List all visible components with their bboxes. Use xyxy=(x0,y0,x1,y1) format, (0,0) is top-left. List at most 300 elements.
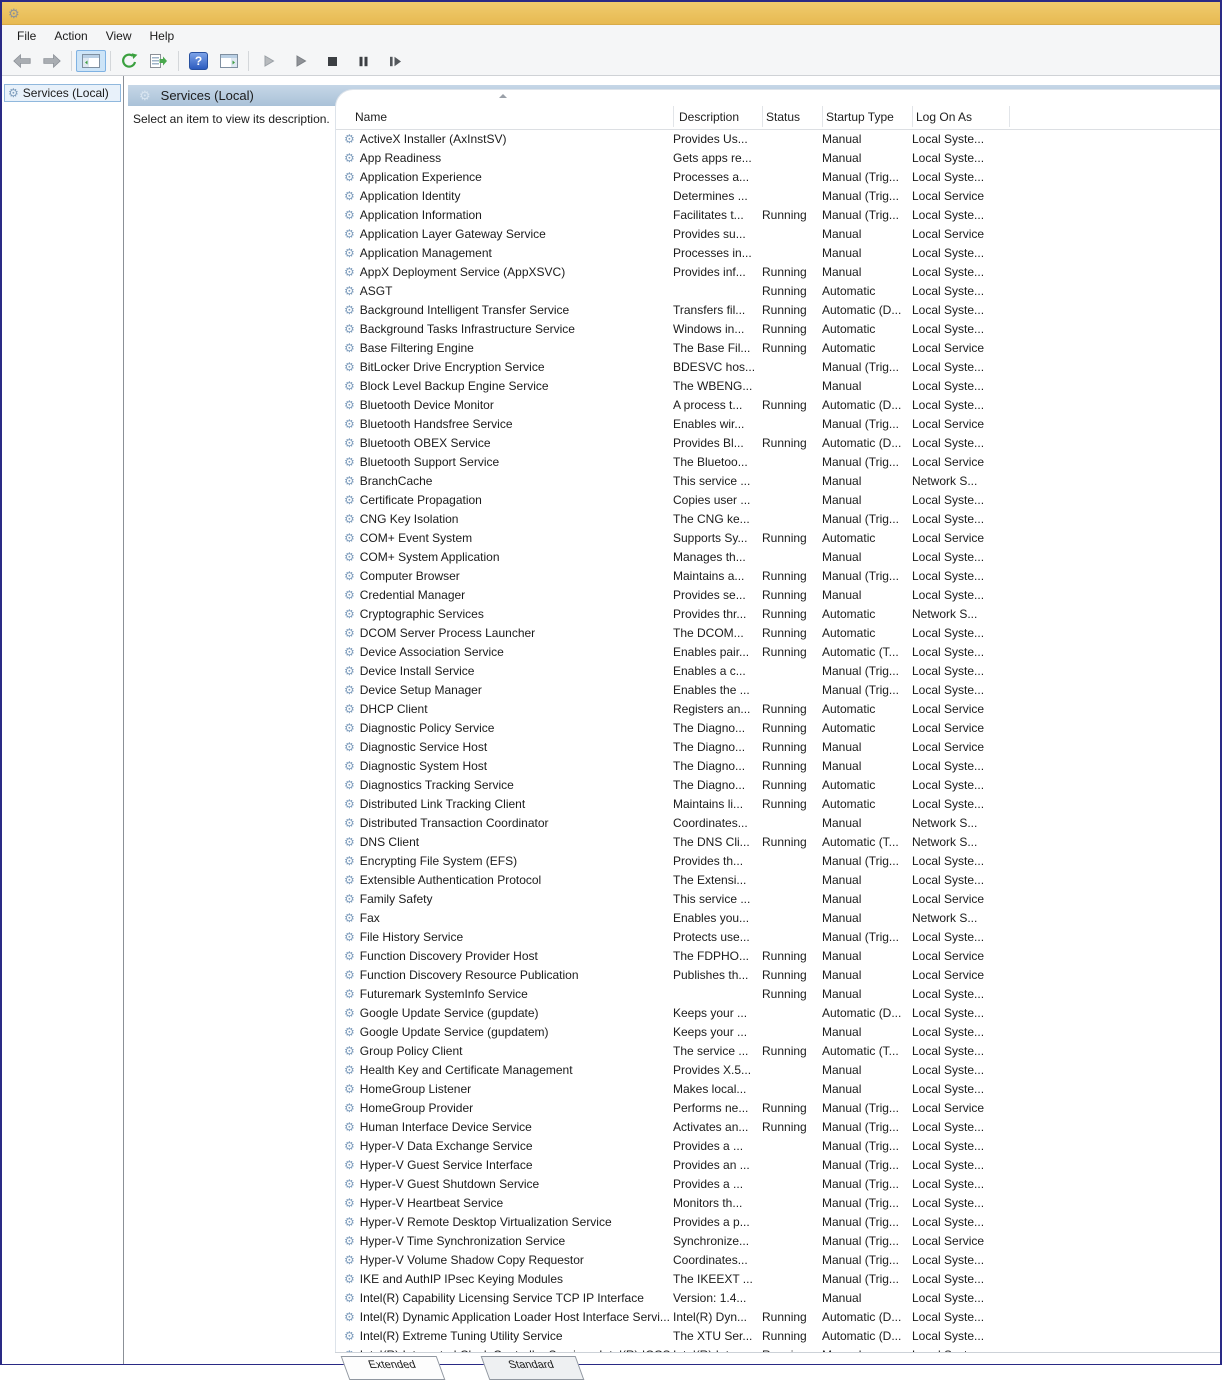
service-startup-type: Manual xyxy=(822,758,862,773)
service-description: The WBENG... xyxy=(673,378,753,393)
service-startup-type: Manual (Trig... xyxy=(822,511,899,526)
service-name: ActiveX Installer (AxInstSV) xyxy=(359,131,507,146)
service-gear-icon xyxy=(344,646,355,658)
service-description: Publishes th... xyxy=(673,967,749,982)
service-status: Running xyxy=(762,340,807,355)
sort-ascending-icon xyxy=(499,94,507,98)
service-gear-icon xyxy=(344,1330,355,1342)
table-row[interactable] xyxy=(336,547,1220,566)
list-column-headers xyxy=(336,90,1220,130)
service-name: Background Intelligent Transfer Service xyxy=(359,302,570,317)
service-startup-type: Manual xyxy=(822,948,862,963)
service-startup-type: Automatic (T... xyxy=(822,834,899,849)
service-startup-type: Automatic xyxy=(822,720,876,735)
service-logon-as: Local Syste... xyxy=(912,796,985,811)
service-status: Running xyxy=(762,606,807,621)
table-row[interactable] xyxy=(336,1307,1220,1326)
service-status: Running xyxy=(762,1043,807,1058)
service-logon-as: Local Syste... xyxy=(912,1328,985,1343)
service-gear-icon xyxy=(344,931,355,943)
service-description: Gets apps re... xyxy=(673,150,752,165)
service-logon-as: Local Service xyxy=(912,1233,985,1248)
table-row[interactable] xyxy=(336,300,1220,319)
table-row[interactable] xyxy=(336,1212,1220,1231)
table-row[interactable] xyxy=(336,889,1220,908)
menu-view[interactable]: View xyxy=(105,29,132,43)
table-row[interactable] xyxy=(336,262,1220,281)
service-logon-as: Local Syste... xyxy=(912,1024,985,1039)
column-header-status[interactable]: Status xyxy=(766,110,801,124)
service-startup-type: Automatic (D... xyxy=(822,1309,902,1324)
service-description: Transfers fil... xyxy=(673,302,746,317)
table-row[interactable] xyxy=(336,680,1220,699)
table-row[interactable] xyxy=(336,357,1220,376)
table-row[interactable] xyxy=(336,205,1220,224)
service-gear-icon xyxy=(344,456,355,468)
table-row[interactable] xyxy=(336,699,1220,718)
table-row[interactable] xyxy=(336,186,1220,205)
service-name: Function Discovery Resource Publication xyxy=(359,967,579,982)
service-name: Family Safety xyxy=(359,891,433,906)
service-description: Maintains li... xyxy=(673,796,744,811)
stop-service-button[interactable] xyxy=(317,52,348,71)
table-row[interactable] xyxy=(336,1041,1220,1060)
service-name: Application Information xyxy=(359,207,482,222)
table-row[interactable] xyxy=(336,946,1220,965)
service-startup-type: Automatic (D... xyxy=(822,435,902,450)
table-row[interactable] xyxy=(336,1003,1220,1022)
service-gear-icon xyxy=(344,190,355,202)
refresh-button[interactable] xyxy=(115,49,144,73)
service-name: Device Install Service xyxy=(359,663,475,678)
service-description: The DNS Cli... xyxy=(673,834,750,849)
service-logon-as: Local Service xyxy=(912,720,985,735)
service-startup-type: Automatic xyxy=(822,530,876,545)
service-name: Distributed Link Tracking Client xyxy=(359,796,526,811)
service-name: AppX Deployment Service (AppXSVC) xyxy=(359,264,566,279)
service-gear-icon xyxy=(344,1254,355,1266)
table-row[interactable] xyxy=(336,319,1220,338)
service-name: Application Layer Gateway Service xyxy=(359,226,546,241)
table-row[interactable] xyxy=(336,870,1220,889)
tab-standard[interactable]: Standard xyxy=(481,1356,584,1380)
service-startup-type: Manual (Trig... xyxy=(822,359,899,374)
service-description: Performs ne... xyxy=(673,1100,749,1115)
service-logon-as: Local Syste... xyxy=(912,1043,985,1058)
service-status: Running xyxy=(762,302,807,317)
column-divider[interactable] xyxy=(822,106,823,127)
service-logon-as: Local Syste... xyxy=(912,872,985,887)
table-row[interactable] xyxy=(336,832,1220,851)
service-status: Running xyxy=(762,1328,807,1343)
service-description: Provides su... xyxy=(673,226,746,241)
service-startup-type: Manual xyxy=(822,587,862,602)
service-logon-as: Local Service xyxy=(912,739,985,754)
table-row[interactable] xyxy=(336,281,1220,300)
service-startup-type: Automatic xyxy=(822,340,876,355)
table-row[interactable] xyxy=(336,794,1220,813)
service-status: Running xyxy=(762,796,807,811)
service-name: Application Experience xyxy=(359,169,482,184)
service-name: Human Interface Device Service xyxy=(359,1119,532,1134)
service-name: HomeGroup Provider xyxy=(359,1100,474,1115)
table-row[interactable] xyxy=(336,1250,1220,1269)
service-gear-icon xyxy=(344,760,355,772)
service-startup-type: Manual xyxy=(822,150,862,165)
service-description: Keeps your ... xyxy=(673,1005,748,1020)
service-gear-icon xyxy=(344,551,355,563)
service-name: Background Tasks Infrastructure Service xyxy=(359,321,575,336)
service-startup-type: Manual (Trig... xyxy=(822,663,899,678)
service-logon-as: Local Syste... xyxy=(912,1309,985,1324)
service-gear-icon xyxy=(344,608,355,620)
service-status: Running xyxy=(762,644,807,659)
service-name: Block Level Backup Engine Service xyxy=(359,378,549,393)
service-description: Makes local... xyxy=(673,1081,747,1096)
table-row[interactable] xyxy=(336,984,1220,1003)
service-startup-type: Manual (Trig... xyxy=(822,568,899,583)
service-gear-icon xyxy=(344,1235,355,1247)
service-startup-type: Manual (Trig... xyxy=(822,188,899,203)
menu-action[interactable]: Action xyxy=(54,29,88,43)
service-logon-as: Local Syste... xyxy=(912,986,985,1001)
service-status: Running xyxy=(762,1100,807,1115)
service-name: Computer Browser xyxy=(359,568,460,583)
service-startup-type: Automatic (T... xyxy=(822,1043,899,1058)
service-description: The Diagno... xyxy=(673,720,746,735)
service-name: Credential Manager xyxy=(359,587,466,602)
table-row[interactable] xyxy=(336,1174,1220,1193)
service-status: Running xyxy=(762,321,807,336)
service-name: Intel(R) Extreme Tuning Utility Service xyxy=(359,1328,563,1343)
service-startup-type: Manual xyxy=(822,739,862,754)
table-row[interactable] xyxy=(336,1079,1220,1098)
service-name: Hyper-V Remote Desktop Virtualization Service xyxy=(359,1214,612,1229)
service-startup-type: Manual (Trig... xyxy=(822,929,899,944)
service-startup-type: Manual (Trig... xyxy=(822,1119,899,1134)
service-name: App Readiness xyxy=(359,150,442,165)
service-logon-as: Local Syste... xyxy=(912,397,985,412)
column-header-description[interactable]: Description xyxy=(679,110,740,124)
service-gear-icon xyxy=(344,361,355,373)
service-logon-as: Local Syste... xyxy=(912,1138,985,1153)
service-status: Running xyxy=(762,568,807,583)
service-startup-type: Manual xyxy=(822,910,862,925)
service-description: Provides a ... xyxy=(673,1138,744,1153)
table-row[interactable] xyxy=(336,623,1220,642)
service-startup-type: Automatic (D... xyxy=(822,302,902,317)
service-gear-icon xyxy=(344,893,355,905)
services-list-card xyxy=(335,89,1220,1353)
service-logon-as: Local Syste... xyxy=(912,1252,985,1267)
table-row[interactable] xyxy=(336,414,1220,433)
service-startup-type: Manual xyxy=(822,226,862,241)
service-status: Running xyxy=(762,948,807,963)
service-gear-icon xyxy=(344,532,355,544)
service-startup-type: Manual xyxy=(822,131,862,146)
table-row[interactable] xyxy=(336,167,1220,186)
service-logon-as: Local Syste... xyxy=(912,663,985,678)
service-logon-as: Local Service xyxy=(912,701,985,716)
service-gear-icon xyxy=(344,247,355,259)
service-gear-icon xyxy=(344,1197,355,1209)
service-logon-as: Local Syste... xyxy=(912,644,985,659)
column-divider[interactable] xyxy=(912,106,913,127)
service-status: Running xyxy=(762,207,807,222)
service-startup-type: Manual (Trig... xyxy=(822,454,899,469)
service-name: Hyper-V Data Exchange Service xyxy=(359,1138,533,1153)
service-name: Hyper-V Volume Shadow Copy Requestor xyxy=(359,1252,584,1267)
table-row[interactable] xyxy=(336,338,1220,357)
service-logon-as: Network S... xyxy=(912,473,978,488)
table-row[interactable] xyxy=(336,737,1220,756)
service-logon-as: Local Syste... xyxy=(912,1081,985,1096)
service-startup-type: Manual xyxy=(822,378,862,393)
column-divider[interactable] xyxy=(673,106,674,127)
service-status: Running xyxy=(762,967,807,982)
help-icon: ? xyxy=(189,52,208,70)
table-row[interactable] xyxy=(336,509,1220,528)
service-description: The Diagno... xyxy=(673,777,746,792)
table-row[interactable] xyxy=(336,528,1220,547)
service-startup-type: Automatic xyxy=(822,625,876,640)
table-row[interactable] xyxy=(336,1060,1220,1079)
service-description: Maintains a... xyxy=(673,568,745,583)
service-logon-as: Local Syste... xyxy=(912,1290,985,1305)
service-logon-as: Local Syste... xyxy=(912,1005,985,1020)
service-gear-icon xyxy=(344,1007,355,1019)
service-startup-type: Manual (Trig... xyxy=(822,1233,899,1248)
service-logon-as: Local Service xyxy=(912,188,985,203)
table-row[interactable] xyxy=(336,452,1220,471)
service-gear-icon xyxy=(344,665,355,677)
service-name: Hyper-V Guest Service Interface xyxy=(359,1157,533,1172)
service-startup-type: Manual (Trig... xyxy=(822,207,899,222)
service-name: Diagnostic Policy Service xyxy=(359,720,495,735)
service-name: Certificate Propagation xyxy=(359,492,482,507)
service-name: Intel(R) Capability Licensing Service TCP IP Interface xyxy=(359,1290,644,1305)
service-description: Processes in... xyxy=(673,245,752,260)
service-description: Provides a p... xyxy=(673,1214,750,1229)
table-row[interactable] xyxy=(336,566,1220,585)
table-row[interactable] xyxy=(336,433,1220,452)
table-row[interactable] xyxy=(336,471,1220,490)
service-logon-as: Local Syste... xyxy=(912,1119,985,1134)
service-logon-as: Local Syste... xyxy=(912,587,985,602)
table-row[interactable] xyxy=(336,243,1220,262)
table-row[interactable] xyxy=(336,148,1220,167)
table-row[interactable] xyxy=(336,1231,1220,1250)
service-name: Bluetooth Handsfree Service xyxy=(359,416,513,431)
table-row[interactable] xyxy=(336,224,1220,243)
service-name: Extensible Authentication Protocol xyxy=(359,872,542,887)
service-name: CNG Key Isolation xyxy=(359,511,459,526)
service-status: Running xyxy=(762,834,807,849)
service-name: Function Discovery Provider Host xyxy=(359,948,538,963)
service-name: Google Update Service (gupdatem) xyxy=(359,1024,549,1039)
service-description: The DCOM... xyxy=(673,625,744,640)
table-row[interactable] xyxy=(336,1098,1220,1117)
column-header-log-on-as[interactable]: Log On As xyxy=(916,110,973,124)
service-startup-type: Manual xyxy=(822,891,862,906)
pane-header-gear-icon xyxy=(139,89,151,102)
service-description: Provides Bl... xyxy=(673,435,744,450)
service-startup-type: Automatic xyxy=(822,606,876,621)
table-row[interactable] xyxy=(336,642,1220,661)
service-name: BranchCache xyxy=(359,473,433,488)
table-row[interactable] xyxy=(336,661,1220,680)
show-console-tree-button[interactable] xyxy=(76,50,106,72)
service-description: Supports Sy... xyxy=(673,530,748,545)
service-startup-type: Manual (Trig... xyxy=(822,416,899,431)
service-description: Facilitates t... xyxy=(673,207,744,222)
service-gear-icon xyxy=(344,779,355,791)
table-row[interactable] xyxy=(336,851,1220,870)
table-row[interactable] xyxy=(336,395,1220,414)
service-logon-as: Local Syste... xyxy=(912,150,985,165)
help-button[interactable] xyxy=(183,48,214,74)
service-startup-type: Manual (Trig... xyxy=(822,853,899,868)
service-gear-icon xyxy=(344,1273,355,1285)
table-row[interactable] xyxy=(336,908,1220,927)
show-console-tree-icon xyxy=(82,54,100,68)
service-logon-as: Local Syste... xyxy=(912,1176,985,1191)
service-startup-type: Manual xyxy=(822,1062,862,1077)
sidebar-item-services-local[interactable] xyxy=(4,84,121,102)
table-row[interactable] xyxy=(336,1136,1220,1155)
service-logon-as: Local Service xyxy=(912,967,985,982)
service-logon-as: Local Service xyxy=(912,948,985,963)
service-name: Distributed Transaction Coordinator xyxy=(359,815,549,830)
service-startup-type: Automatic (D... xyxy=(822,1005,902,1020)
service-startup-type: Manual (Trig... xyxy=(822,1271,899,1286)
service-description: Provides an ... xyxy=(673,1157,750,1172)
service-description: Registers an... xyxy=(673,701,751,716)
start-service-button[interactable] xyxy=(253,51,285,71)
service-gear-icon xyxy=(344,988,355,1000)
service-gear-icon xyxy=(344,1292,355,1304)
column-divider[interactable] xyxy=(1009,106,1010,127)
table-row[interactable] xyxy=(336,129,1220,148)
service-description: Synchronize... xyxy=(673,1233,750,1248)
service-startup-type: Manual xyxy=(822,473,862,488)
service-name: Diagnostic System Host xyxy=(359,758,488,773)
service-logon-as: Local Syste... xyxy=(912,492,985,507)
service-gear-icon xyxy=(344,684,355,696)
toolbar-separator xyxy=(110,51,111,71)
service-name: File History Service xyxy=(359,929,464,944)
service-gear-icon xyxy=(344,969,355,981)
service-logon-as: Local Syste... xyxy=(912,853,985,868)
service-gear-icon xyxy=(344,209,355,221)
service-gear-icon xyxy=(344,1159,355,1171)
service-gear-icon xyxy=(344,836,355,848)
view-tabs xyxy=(335,1352,1220,1371)
service-description: Intel(R) Dyn... xyxy=(673,1309,748,1324)
table-row[interactable] xyxy=(336,965,1220,984)
service-status: Running xyxy=(762,530,807,545)
pause-service-button[interactable] xyxy=(348,52,379,71)
service-name: Diagnostic Service Host xyxy=(359,739,488,754)
service-logon-as: Network S... xyxy=(912,910,978,925)
service-logon-as: Local Syste... xyxy=(912,682,985,697)
service-logon-as: Local Syste... xyxy=(912,169,985,184)
service-gear-icon xyxy=(344,285,355,297)
app-gear-icon: ⚙ xyxy=(8,5,20,21)
service-description: Provides Us... xyxy=(673,131,748,146)
table-row[interactable] xyxy=(336,1326,1220,1345)
table-row[interactable] xyxy=(336,376,1220,395)
service-gear-icon xyxy=(344,1216,355,1228)
table-row[interactable] xyxy=(336,604,1220,623)
service-gear-icon xyxy=(344,1064,355,1076)
service-name: DCOM Server Process Launcher xyxy=(359,625,536,640)
table-row[interactable] xyxy=(336,775,1220,794)
service-description: Processes a... xyxy=(673,169,750,184)
menu-file[interactable]: File xyxy=(17,29,37,43)
table-row[interactable] xyxy=(336,1288,1220,1307)
table-row[interactable] xyxy=(336,1022,1220,1041)
service-name: Futuremark SystemInfo Service xyxy=(359,986,528,1001)
tab-extended[interactable]: Extended xyxy=(341,1356,446,1380)
table-row[interactable] xyxy=(336,927,1220,946)
service-description: Provides a ... xyxy=(673,1176,744,1191)
column-header-name[interactable]: Name xyxy=(355,110,388,124)
service-description: The XTU Ser... xyxy=(673,1328,753,1343)
resume-service-button[interactable] xyxy=(285,51,317,71)
table-row[interactable] xyxy=(336,490,1220,509)
service-startup-type: Manual (Trig... xyxy=(822,1195,899,1210)
table-row[interactable] xyxy=(336,585,1220,604)
table-row[interactable] xyxy=(336,756,1220,775)
service-logon-as: Local Syste... xyxy=(912,283,985,298)
service-gear-icon xyxy=(344,304,355,316)
table-row[interactable] xyxy=(336,1155,1220,1174)
service-startup-type: Manual (Trig... xyxy=(822,1214,899,1229)
forward-button[interactable] xyxy=(37,50,67,72)
service-description: The CNG ke... xyxy=(673,511,750,526)
service-logon-as: Local Syste... xyxy=(912,777,985,792)
table-row[interactable] xyxy=(336,1117,1220,1136)
column-header-startup-type[interactable]: Startup Type xyxy=(826,110,894,124)
table-row[interactable] xyxy=(336,1193,1220,1212)
service-description: The service ... xyxy=(673,1043,749,1058)
table-row[interactable] xyxy=(336,718,1220,737)
service-description: Windows in... xyxy=(673,321,745,336)
show-action-pane-button[interactable] xyxy=(214,50,244,72)
service-name: Bluetooth Support Service xyxy=(359,454,500,469)
service-logon-as: Local Syste... xyxy=(912,1062,985,1077)
service-logon-as: Local Syste... xyxy=(912,568,985,583)
restart-service-button[interactable] xyxy=(379,52,412,71)
show-action-pane-icon xyxy=(220,54,238,68)
service-description: A process t... xyxy=(673,397,743,412)
resume-service-icon xyxy=(295,55,307,67)
table-row[interactable] xyxy=(336,1269,1220,1288)
back-button[interactable] xyxy=(7,50,37,72)
service-name: BitLocker Drive Encryption Service xyxy=(359,359,545,374)
column-divider[interactable] xyxy=(762,106,763,127)
service-startup-type: Automatic xyxy=(822,283,876,298)
table-row[interactable] xyxy=(336,813,1220,832)
service-description: Provides thr... xyxy=(673,606,747,621)
service-name: Hyper-V Heartbeat Service xyxy=(359,1195,504,1210)
service-status: Running xyxy=(762,397,807,412)
service-startup-type: Manual xyxy=(822,986,862,1001)
export-list-button[interactable] xyxy=(144,50,174,72)
menu-help[interactable]: Help xyxy=(149,29,175,43)
service-startup-type: Manual xyxy=(822,967,862,982)
